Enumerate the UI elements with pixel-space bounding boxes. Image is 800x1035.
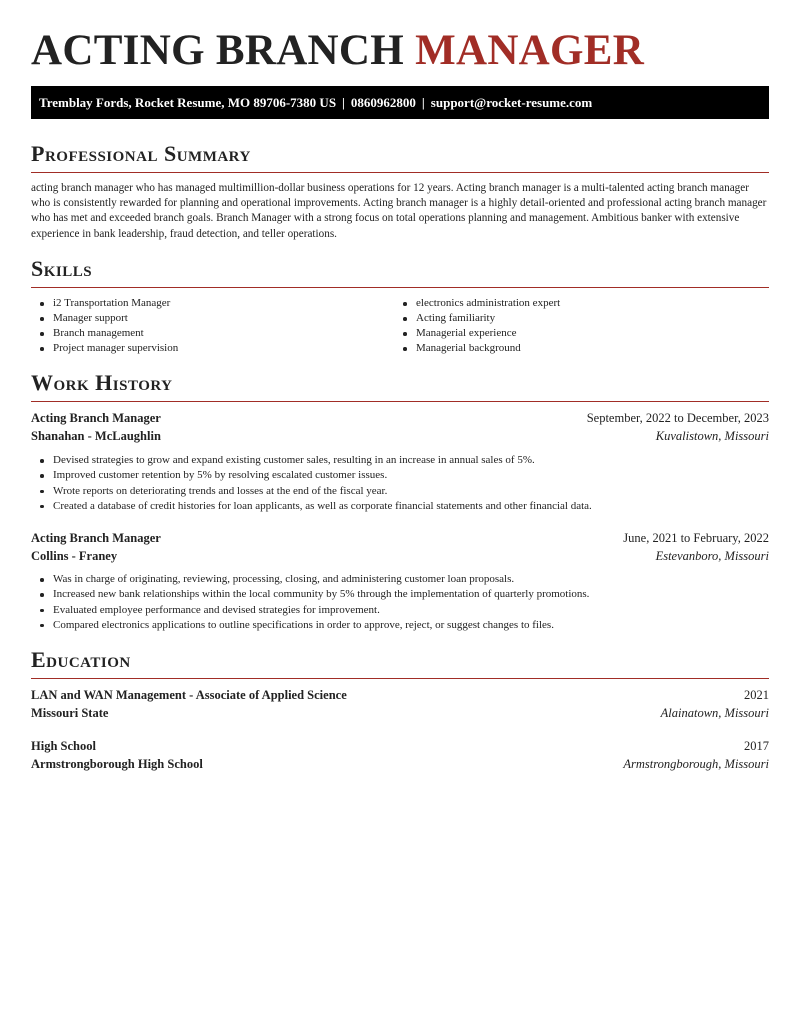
education-location: Alainatown, Missouri (660, 706, 769, 720)
education-location: Armstrongborough, Missouri (623, 757, 769, 771)
education-school: Missouri State (31, 706, 109, 720)
resume-name-title (31, 27, 644, 75)
summary-divider (31, 172, 769, 173)
job-header-row (31, 410, 769, 427)
education-header-row (31, 738, 769, 755)
job-bullet: Increased new bank relationships within the local community by 5% through the implementation of quarterly promotions. (31, 587, 769, 602)
skill-item: Project manager supervision (31, 341, 178, 356)
job-location: Kuvalistown, Missouri (655, 429, 769, 443)
education-year: 2021 (744, 688, 769, 702)
education-school: Armstrongborough High School (31, 757, 203, 771)
job-dates: September, 2022 to December, 2023 (586, 411, 769, 425)
job-bullet: Devised strategies to grow and expand existing customer sales, resulting in an increase in annual sales of 5%. (31, 453, 769, 468)
education-year: 2017 (744, 739, 769, 753)
contact-email: support@rocket-resume.com (430, 95, 593, 110)
summary-heading: Professional Summary (31, 141, 251, 166)
skill-item: i2 Transportation Manager (31, 296, 178, 311)
work-history-heading: Work History (31, 370, 173, 395)
education-header-row (31, 687, 769, 704)
skill-item: Managerial experience (394, 326, 560, 341)
contact-bar (31, 86, 769, 119)
contact-phone: 0860962800 (350, 95, 416, 110)
education-degree: High School (31, 739, 96, 753)
skills-list-right (394, 296, 560, 356)
job-title: Acting Branch Manager (31, 531, 161, 545)
skill-item: Manager support (31, 311, 178, 326)
work-history-divider (31, 401, 769, 402)
job-bullets (31, 453, 769, 514)
job-bullet: Created a database of credit histories for loan applicants, as well as corporate financial statements and other financial data. (31, 499, 769, 514)
skills-divider (31, 287, 769, 288)
skill-item: Acting familiarity (394, 311, 560, 326)
job-bullet: Compared electronics applications to outline specifications in order to approve, reject, or suggest changes to files. (31, 618, 769, 633)
skills-list-left (31, 296, 178, 356)
job-bullet: Wrote reports on deteriorating trends and losses at the end of the fiscal year. (31, 484, 769, 499)
job-dates: June, 2021 to February, 2022 (623, 531, 769, 545)
education-heading: Education (31, 647, 131, 672)
skills-heading: Skills (31, 256, 93, 281)
contact-separator: | (421, 95, 425, 110)
skill-item: Managerial background (394, 341, 560, 356)
job-company: Collins - Franey (31, 549, 118, 563)
skill-item: electronics administration expert (394, 296, 560, 311)
job-bullet: Improved customer retention by 5% by resolving escalated customer issues. (31, 468, 769, 483)
education-school-row (31, 756, 769, 773)
contact-separator: | (342, 95, 345, 110)
job-company-row (31, 548, 769, 565)
summary-text: acting branch manager who has managed multimillion-dollar business operations for 12 years. Acting branch manager is a multi-talented acting branch manager who is consistently rewarded for planning and operational improvements. Acting branch manager is a highly detail-oriented and professional acting branch manager who has met and exceeded branch goals. Branch Manager with a strong focus on total operations planning and management. Ambitious banker with extensive experience in bank leadership, fraud detection, and teller operations. (31, 182, 767, 240)
skill-item: Branch management (31, 326, 178, 341)
contact-address: Tremblay Fords, Rocket Resume, MO 89706-7380 US (39, 95, 337, 110)
job-title: Acting Branch Manager (31, 411, 161, 425)
job-header-row (31, 530, 769, 547)
job-bullet: Evaluated employee performance and devised strategies for improvement. (31, 603, 769, 618)
education-school-row (31, 705, 769, 722)
job-location: Estevanboro, Missouri (655, 549, 769, 563)
job-bullet: Was in charge of originating, reviewing, processing, closing, and administering customer loan proposals. (31, 572, 769, 587)
job-company: Shanahan - McLaughlin (31, 429, 161, 443)
name-part-2-accent: MANAGER (415, 27, 645, 74)
education-degree: LAN and WAN Management - Associate of Applied Science (31, 688, 347, 702)
name-part-1: ACTING BRANCH (31, 27, 405, 74)
education-divider (31, 678, 769, 679)
job-bullets (31, 572, 769, 633)
job-company-row (31, 428, 769, 445)
